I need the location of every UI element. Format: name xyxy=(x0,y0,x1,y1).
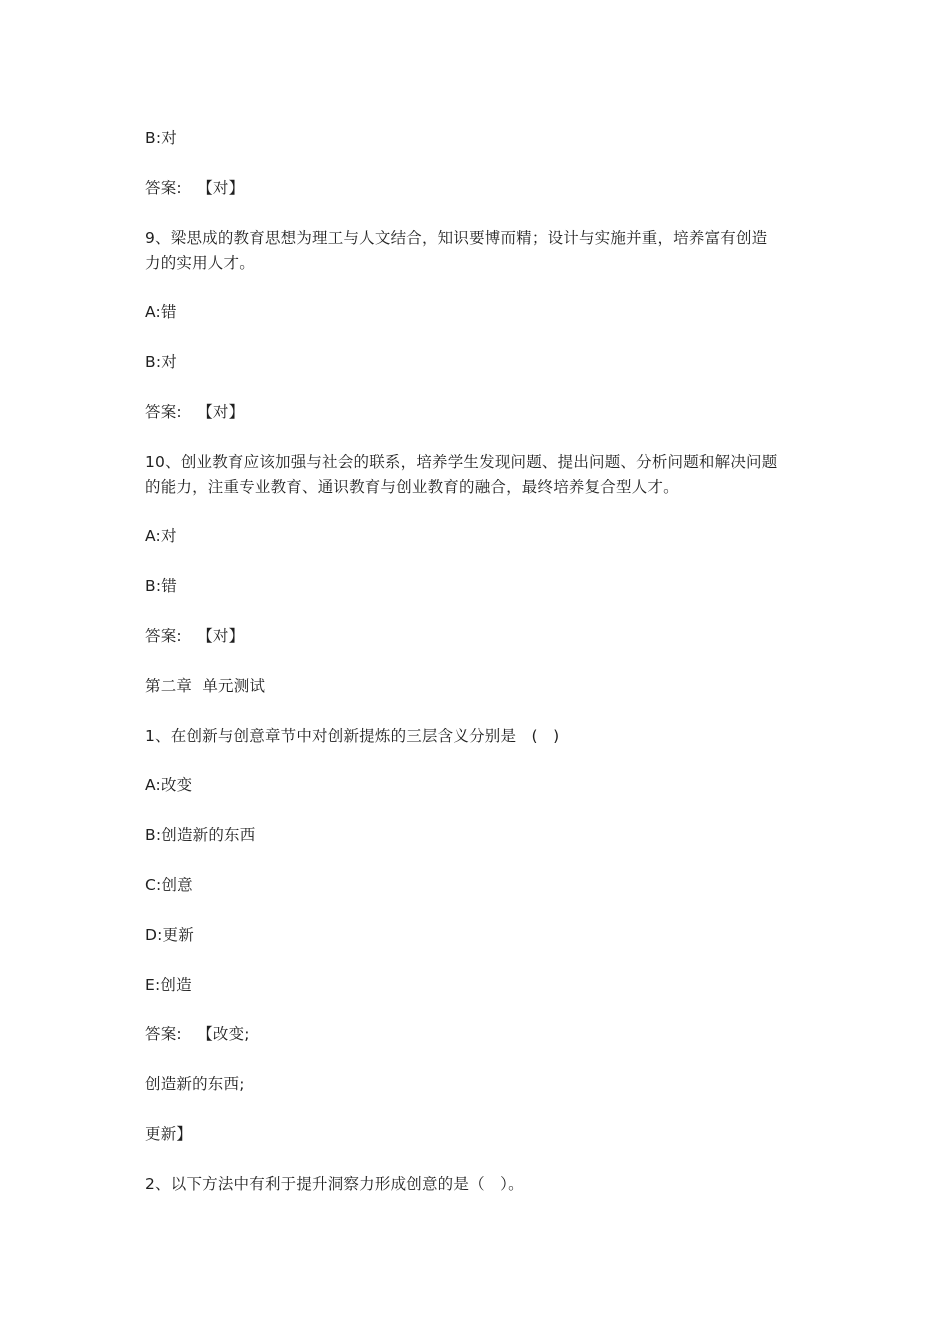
q9-option-a: A:错 xyxy=(145,303,177,321)
ch2-q1-option-e: E:创造 xyxy=(145,976,192,994)
q10-option-b: B:错 xyxy=(145,577,177,595)
ch2-q1-answer-line-3: 更新】 xyxy=(145,1125,193,1143)
q9-question xyxy=(145,226,815,276)
ch2-q1-option-b: B:创造新的东西 xyxy=(145,826,256,844)
q9-option-b: B:对 xyxy=(145,353,177,371)
ch2-q1-answer-line-1: 答案: 【改变; xyxy=(145,1025,250,1043)
q10-option-a: A:对 xyxy=(145,527,177,545)
ch2-q1-option-c: C:创意 xyxy=(145,876,193,894)
q10-question-line-1: 10、创业教育应该加强与社会的联系，培养学生发现问题、提出问题、分析问题和解决问题 xyxy=(145,453,778,471)
q10-answer: 答案: 【对】 xyxy=(145,627,245,645)
q9-answer: 答案: 【对】 xyxy=(145,403,245,421)
ch2-q2-question: 2、以下方法中有利于提升洞察力形成创意的是（ ）。 xyxy=(145,1175,524,1193)
ch2-q1-question: 1、在创新与创意章节中对创新提炼的三层含义分别是 ( ) xyxy=(145,727,560,745)
ch2-q1-option-d: D:更新 xyxy=(145,926,194,944)
q10-question xyxy=(145,450,815,500)
q8-option-b: B:对 xyxy=(145,129,177,147)
q9-question-line-1: 9、梁思成的教育思想为理工与人文结合，知识要博而精；设计与实施并重，培养富有创造 xyxy=(145,229,768,247)
q8-answer: 答案: 【对】 xyxy=(145,179,245,197)
q10-question-line-2: 的能力，注重专业教育、通识教育与创业教育的融合，最终培养复合型人才。 xyxy=(145,478,679,496)
ch2-q1-option-a: A:改变 xyxy=(145,776,193,794)
q9-question-line-2: 力的实用人才。 xyxy=(145,254,255,272)
chapter-heading: 第二章 单元测试 xyxy=(145,677,266,695)
ch2-q1-answer-line-2: 创造新的东西; xyxy=(145,1075,245,1093)
